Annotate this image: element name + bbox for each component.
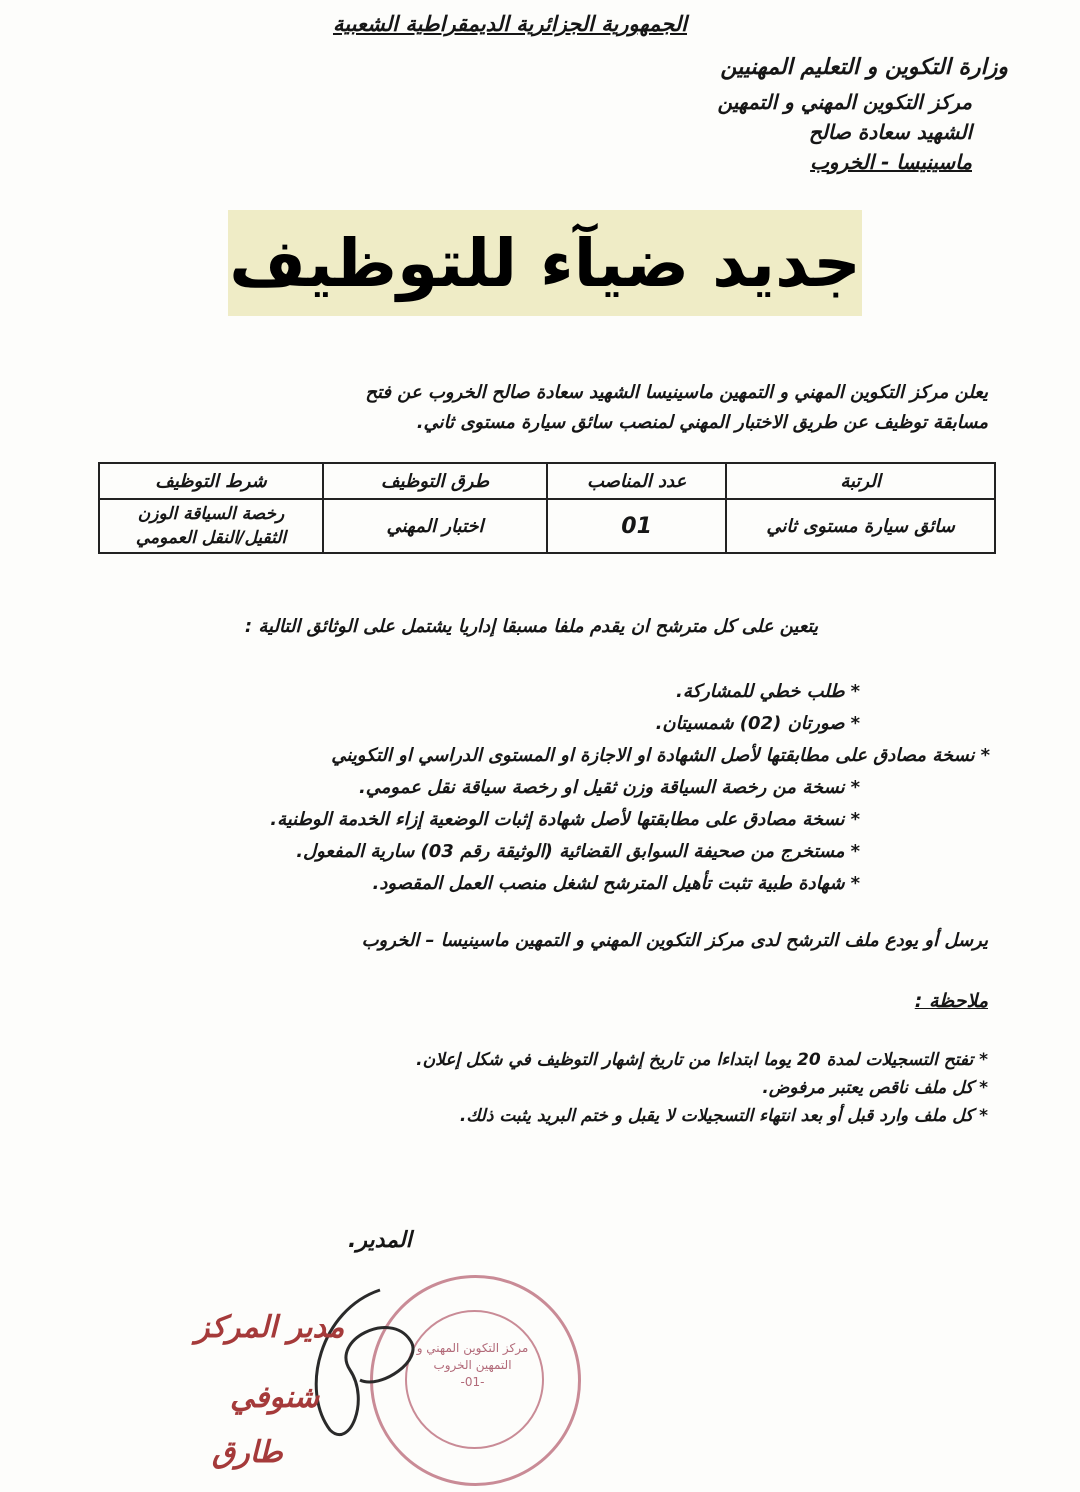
- header-rank: الرتبة: [726, 463, 995, 499]
- signature-name-last: طارق: [212, 1435, 283, 1470]
- documents-intro: يتعين على كل مترشح ان يقدم ملفا مسبقا إداريا يشتمل على الوثائق التالية :: [244, 616, 818, 637]
- list-item: *نسخة مصادق على مطابقتها لأصل الشهادة او الاجازة او المستوى الدراسي او التكويني: [331, 745, 990, 766]
- bullet-star-icon: *: [973, 1106, 988, 1126]
- list-item: * تفتح التسجيلات لمدة 20 يوما ابتداءا من تاريخ إشهار التوظيف في شكل إعلان.: [416, 1050, 988, 1070]
- list-item: *مستخرج من صحيفة السوابق القضائية (الوثيقة رقم 03) سارية المفعول.: [296, 841, 860, 862]
- bullet-star-icon: *: [850, 841, 860, 862]
- announcement-intro: [88, 378, 988, 438]
- cell-rank: سائق سيارة مستوى ثاني: [726, 499, 995, 553]
- bullet-star-icon: *: [850, 873, 860, 894]
- handwritten-signature: [260, 1250, 460, 1450]
- cell-method: اختبار المهني: [323, 499, 547, 553]
- recruitment-banner: جديد ضيآء للتوظيف: [228, 210, 862, 316]
- cell-count: 01: [547, 499, 726, 553]
- bullet-star-icon: *: [850, 809, 860, 830]
- positions-table: [98, 462, 996, 554]
- bullet-star-icon: *: [973, 1050, 988, 1070]
- center-location: ماسينيسا - الخروب: [810, 150, 972, 174]
- table-header-row: [99, 463, 995, 499]
- list-item: *طلب خطي للمشاركة.: [676, 681, 860, 702]
- ministry-name: وزارة التكوين و التعليم المهنيين: [720, 55, 1008, 80]
- cell-condition: [99, 499, 323, 553]
- list-item: *نسخة من رخصة السياقة وزن ثقيل او رخصة سياقة نقل عمومي.: [358, 777, 860, 798]
- martyr-name: الشهيد سعادة صالح: [808, 120, 972, 144]
- list-item: *صورتان (02) شمسيتان.: [655, 713, 860, 734]
- condition-line-1: رخصة السياقة الوزن: [137, 504, 285, 524]
- header-method: طرق التوظيف: [323, 463, 547, 499]
- director-title: المدير.: [348, 1228, 412, 1253]
- condition-line-2: الثقيل/النقل العمومي: [135, 528, 287, 548]
- documents-list: [40, 676, 990, 900]
- signature-role: مدير المركز: [195, 1310, 345, 1345]
- bullet-star-icon: *: [850, 713, 860, 734]
- center-name: مركز التكوين المهني و التمهين: [717, 90, 972, 114]
- list-item: *شهادة طبية تثبت تأهيل المترشح لشغل منصب العمل المقصود.: [372, 873, 860, 894]
- header-condition: شرط التوظيف: [99, 463, 323, 499]
- header-count: عدد المناصب: [547, 463, 726, 499]
- bullet-star-icon: *: [850, 681, 860, 702]
- stamp-text: مركز التكوين المهني و التمهين الخروب -01-: [416, 1341, 529, 1389]
- list-item: * كل ملف وارد قبل أو بعد انتهاء التسجيلات لا يقبل و ختم البريد يثبت ذلك.: [459, 1106, 988, 1126]
- list-item: * كل ملف ناقص يعتبر مرفوض.: [762, 1078, 988, 1098]
- bullet-star-icon: *: [850, 777, 860, 798]
- notes-title: ملاحظة :: [914, 990, 988, 1012]
- announcement-line-2: مسابقة توظيف عن طريق الاختبار المهني لمنصب سائق سيارة مستوى ثاني.: [416, 412, 988, 433]
- submission-instruction: يرسل أو يودع ملف الترشح لدى مركز التكوين المهني و التمهين ماسينيسا – الخروب: [361, 930, 988, 951]
- signature-name-first: شنوفي: [230, 1380, 320, 1415]
- bullet-star-icon: *: [980, 745, 990, 766]
- list-item: *نسخة مصادق على مطابقتها لأصل شهادة إثبات الوضعية إزاء الخدمة الوطنية.: [270, 809, 860, 830]
- announcement-line-1: يعلن مركز التكوين المهني و التمهين ماسينيسا الشهيد سعادة صالح الخروب عن فتح: [365, 382, 988, 403]
- table-row: [99, 499, 995, 553]
- notes-list: [288, 1046, 988, 1130]
- republic-heading: الجمهورية الجزائرية الديمقراطية الشعبية: [332, 12, 687, 36]
- bullet-star-icon: *: [973, 1078, 988, 1098]
